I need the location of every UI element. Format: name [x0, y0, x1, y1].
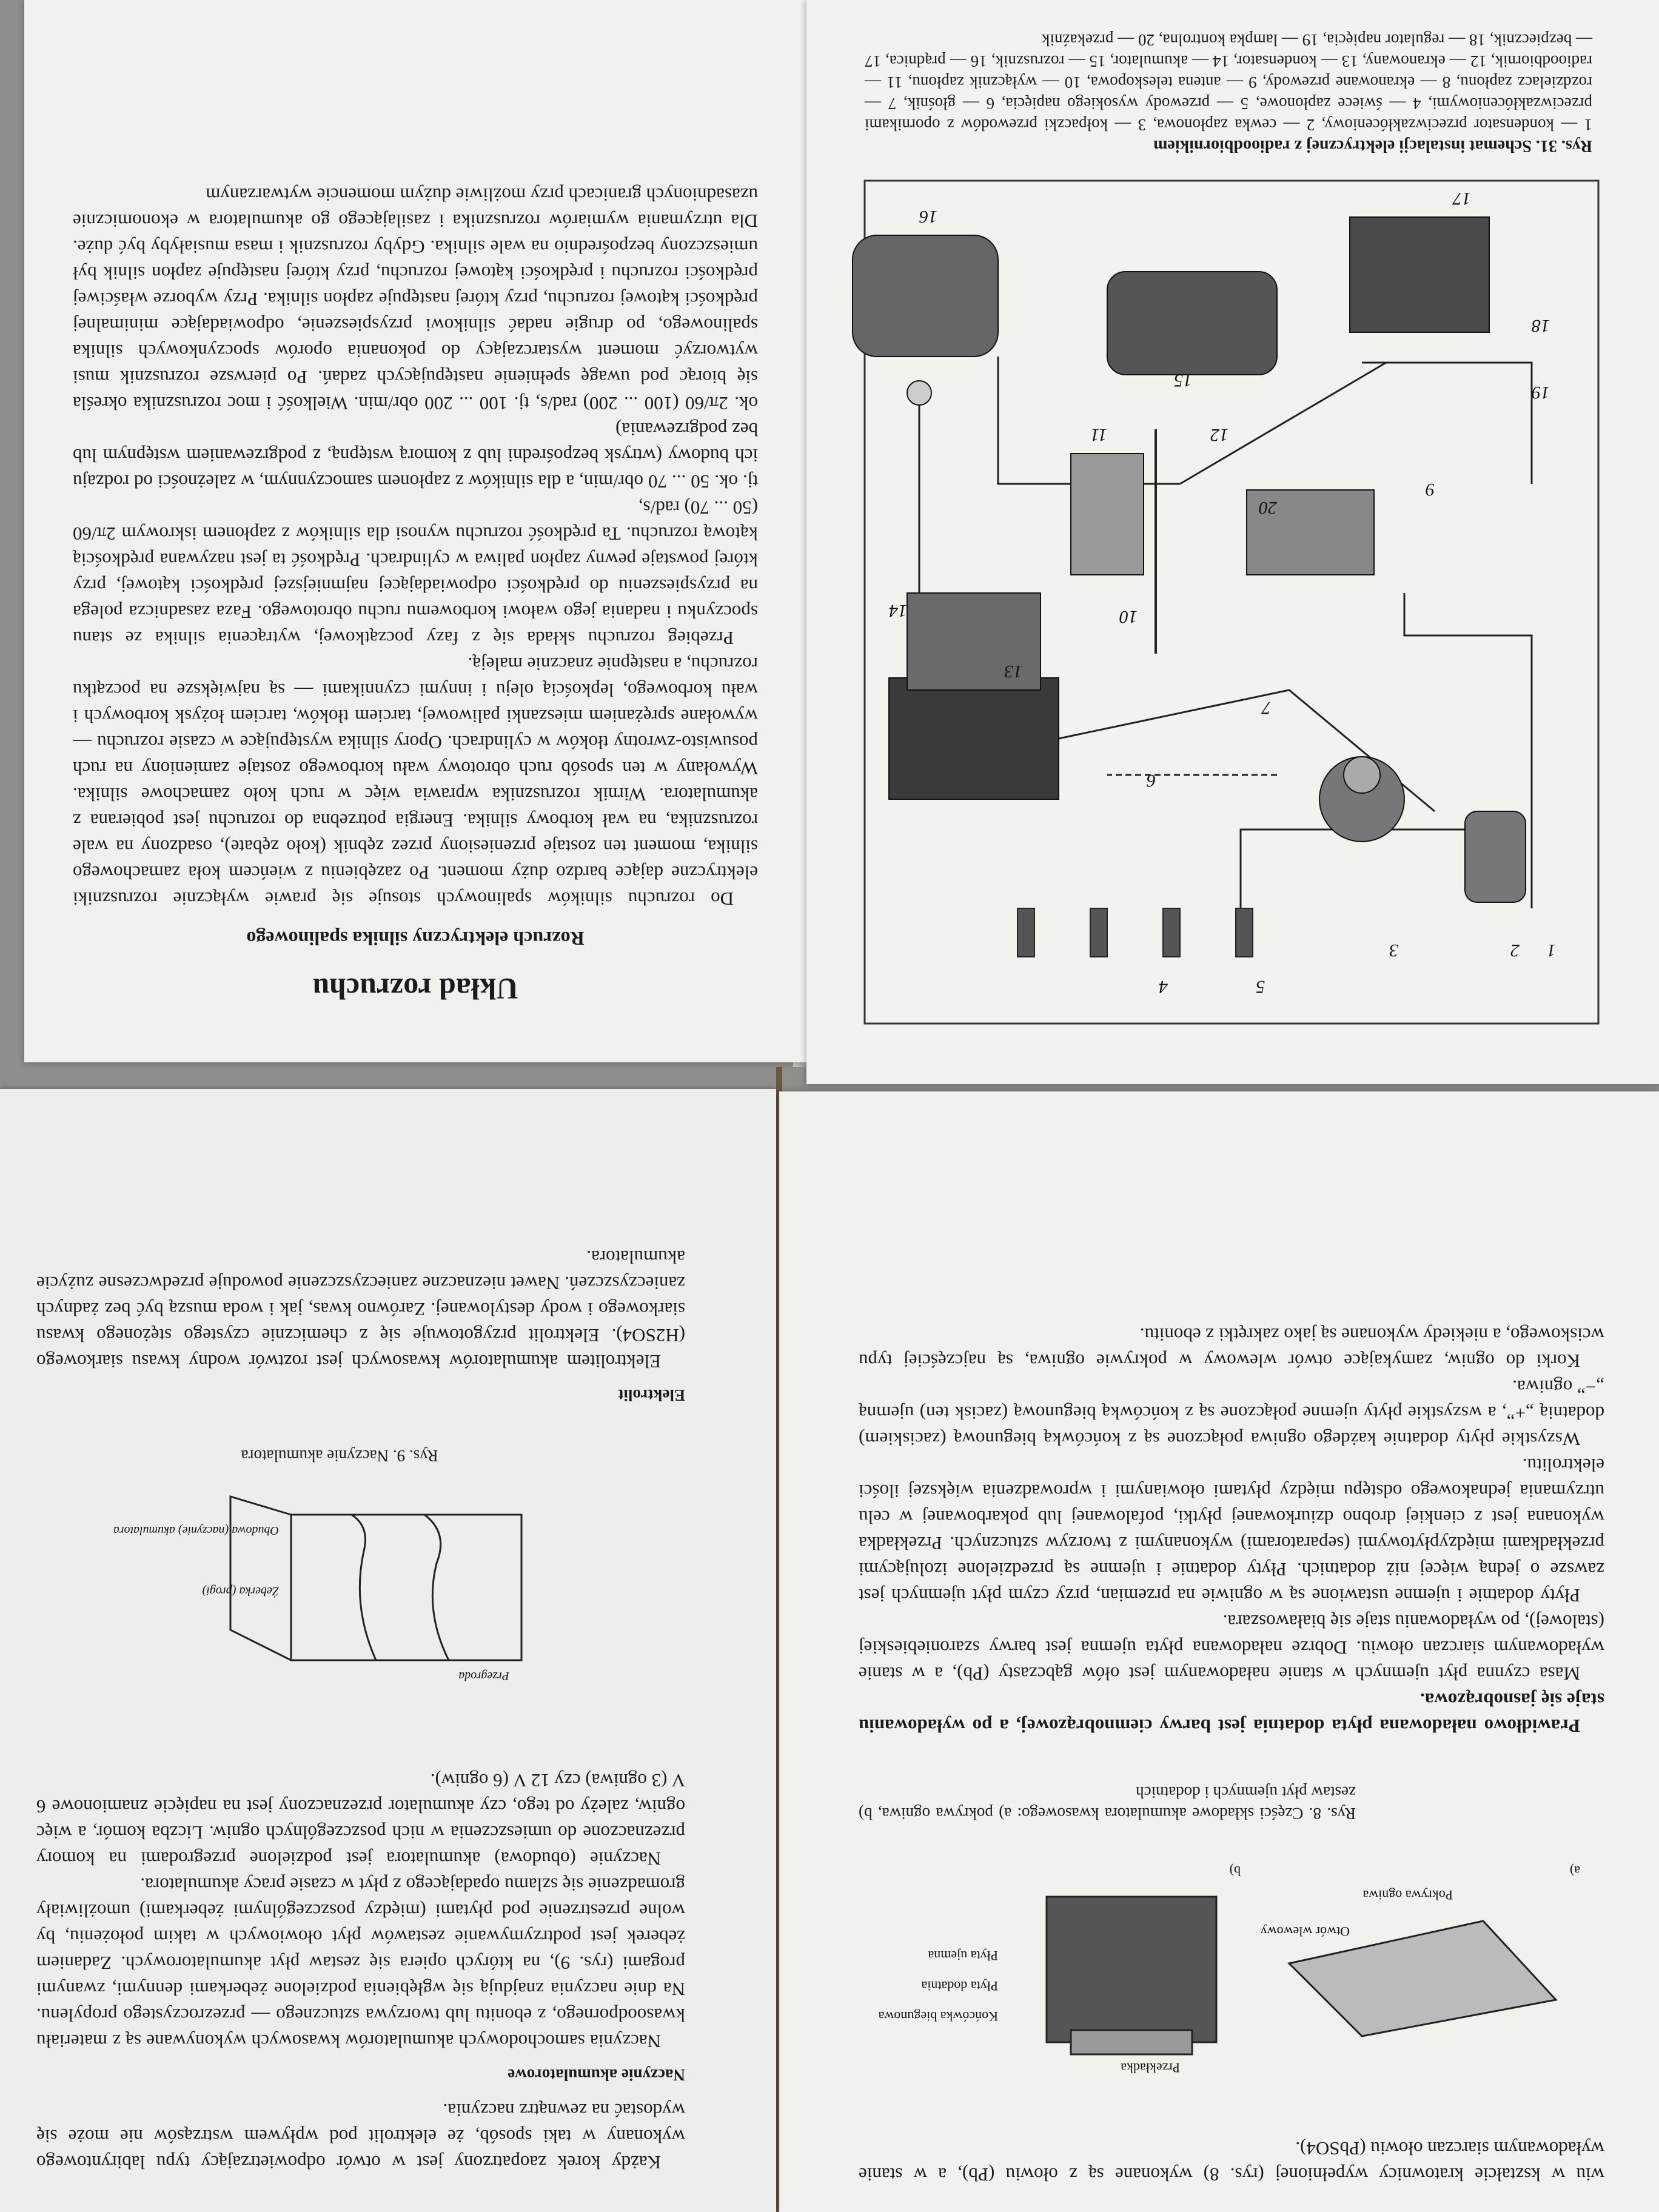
diagram-label: 10 [1119, 607, 1138, 627]
page-top-left [24, 0, 806, 1062]
paragraph: Do rozruchu silników spalinowych stosuje się prawie wyłącznie rozruszniki elektryczne dające bardzo duży moment. Po zazębieniu z wieńcem koła zamachowego silnika, moment ten zostaje przeniesiony przez zębnik (koło zębate), osadzony na wale rozrusznika, na wał korbowy silnika. Energia potrzebna do rozruchu jest pobierana z akumulatora. Wirnik rozrusznika wprawia więc w ruch koło zamachowe silnika. Wywołany w ten sposób ruch obrotowy wału korbowego zostaje zamieniony na ruch posuwisto-zwrotny tłoków w cylindrach. Opory silnika występujące w czasie rozruchu — wywołane sprężaniem mieszanki paliwowej, tarciem tłoków, tarciem łożysk korbowych i wału korbowego, lepkością oleju i innymi czynnikami — są największe na początku rozruchu, a następnie znacznie maleją. [73, 654, 758, 910]
diagram-label: 18 [1532, 316, 1550, 336]
caption-text: Rys. 8. Części składowe akumulatora kwasowego: a) pokrywa ogniwa, b) zestaw płyt ujemnych i dodatnich [859, 1783, 1356, 1823]
page-top-right [806, 0, 1659, 1084]
battery-case-figure [113, 1478, 546, 1684]
diagram-label: 9 [1426, 480, 1435, 500]
section-heading: Rozruch elektryczny silnika spalinowego [246, 928, 585, 950]
paragraph: Korki do ogniw, zamykające otwór wlewowy w pokrywie ogniwa, są najczęściej typu wciskowego, a niekiedy wykonane są jako zakrętki z ebonitu. [859, 1324, 1604, 1372]
diagram-label: 15 [1174, 370, 1192, 390]
text-block-starting-system [73, 182, 758, 1006]
paragraph: Prawidłowo naładowana płyta dodatnia jest barwy ciemnobrązowej, a po wyładowaniu staje się jasnobrązowa. [859, 1689, 1604, 1737]
wiring-diagram [859, 175, 1604, 1030]
fig-label: Żeberka (progi) [202, 1584, 279, 1598]
caption-text: 1 — kondensator przeciwzakłóceniowy, 2 — cewka zapłonowa, 3 — kołpaczki przewodów z opornikami przeciwzakłóceniowymi, 4 — świece zapłonowe, 5 — przewody wysokiego napięcia, 6 — głośnik, 7 — rozdzielacz zapłonu, 8 — ekranowane przewody, 9 — antena teleskopowa, 10 — wyłącznik zapłonu, 11 — radioodbiornik, 12 — ekranowany, 13 — kondensator, 14 — akumulator, 15 — rozrusznik, 16 — prądnica, 17 — bezpiecznik, 18 — regulator napięcia, 19 — lampka kontrolna, 20 — przekaźnik [865, 31, 1592, 134]
diagram-label: 14 [889, 601, 907, 621]
fig-label: Pokrywa ogniwa [1362, 1888, 1453, 1903]
paragraph: Płyty dodatnie i ujemne ustawione są w ogniwie na przemian, przy czym płyt ujemnych jest zawsze o jedną więcej niż dodatnich. Płyty dodatnie i ujemne są przedzielone izolującymi przekładkami międzypłytowymi (separatorami) wykonanymi z tworzyw sztucznych. Przekładka wykonana jest z cienkiej drobno dziurkowanej płytki, pofalowanej lub pokarbowanej w celu utrzymania jednakowego odstępu między płytami ołowianymi i wprowadzenia większej ilości elektrolitu. [859, 1455, 1604, 1606]
section-heading: Naczynie akumulatorowe [508, 2066, 685, 2084]
paragraph: Przebieg rozruchu składa się z fazy początkowej, wytrącenia silnika ze stanu spoczynku i nadania jego wałowi korbowemu ruchu obrotowego. Faza zasadnicza polega na przyspieszeniu do prędkości odpowiadającej najmniejszej prędkości kątowej, przy której powstaje pewny zapłon paliwa w cylindrach. Prędkość ta jest nazywana prędkością kątową rozruchu. Ta prędkość rozruchu wynosi dla silników z zapłonem iskrowym 2π/60 (50 ... 70) rad/s, [73, 497, 758, 649]
fig-label: Otwór wlewowy [1260, 1924, 1350, 1939]
figure-caption [865, 29, 1592, 156]
text-block-electrolyte [36, 1244, 685, 1418]
fig-label: Przekładka [1121, 2060, 1180, 2076]
diagram-label: 13 [1004, 662, 1022, 682]
fig-label: Przegroda [458, 1669, 509, 1683]
diagram-label: 5 [1256, 977, 1265, 997]
diagram-label: 3 [1389, 940, 1398, 960]
text-block-plates [859, 1322, 1604, 1739]
paragraph: ok. 2π/60 (100 ... 200) rad/s, tj. 100 ... 200 obr/min. Wielkość i moc rozrusznika określa się biorąc pod uwagę spełnienie następujących zadań. Po pierwsze rozrusznik musi wytworzyć moment wystarczający do pokonania oporów spoczynkowych silnika spalinowego, po drugie nadać silnikowi przyspieszenie, odpowiadające minimalnej prędkości kątowej rozruchu, przy której następuje zapłon silnika. Przy wyborze właściwej prędkości rozruchu i prędkości kątowej rozruchu, przy której następuje zapłon silnik był umieszczony bezpośrednio na wale silnika. Gdyby rozrusznik i masa musiałyby być duże. Dla utrzymania wymiarów rozrusznika i zasilającego go akumulatora w ekonomicznie uzasadnionych granicach przy możliwie dużym momencie wytwarzanym [73, 184, 758, 414]
fig-label: Płyta dodatnia [921, 1979, 998, 1994]
paragraph: Masa czynna płyt ujemnych w stanie naładowanym jest ołów gąbczasty (Pb), a w stanie wyładowanym siarczan ołowiu. Dobrze naładowana płyta ujemna jest barwy szaroniebieskiej (stalowej), po wyładowaniu staje się białawoszara. [859, 1611, 1604, 1684]
diagram-label: 2 [1510, 940, 1520, 960]
diagram-label: 19 [1532, 383, 1550, 403]
caption-title: Rys. 31. Schemat instalacji elektrycznej z radioodbiornikiem [1153, 136, 1592, 155]
fig-label: b) [1229, 1863, 1241, 1879]
paragraph: Naczynia samochodowych akumulatorów kwasowych wykonywane są z materiału kwasoodpornego, z ebonitu lub tworzywa sztucznego — przezroczystego propylenu. Na dnie naczynia znajdują się wgłębienia podzielone żeberkami dennymi, zwanymi progami (rys. 9), na których opiera się zestaw płyt akumulatorowych. Zadaniem żeberek jest podtrzymywanie zestawów płyt ołowiowych w takim położeniu, by wolne przestrzenie pod płytami (między poszczególnymi żeberkami) umożliwiały gromadzenie się szlamu opadającego z płyt w czasie pracy akumulatora. [36, 1874, 685, 2052]
diagram-label: 12 [1210, 425, 1228, 445]
paragraph: Wszystkie płyty dodatnie każdego ogniwa połączone są z końcówką biegunową (zaciskiem) dodatnią „+”, a wszystkie płyty ujemne połączone są z końcówką biegunową (zacisk ten) ujemną „−” ogniwa. [859, 1376, 1604, 1450]
diagram-label: 11 [1090, 425, 1107, 445]
figure-caption [158, 1445, 521, 1466]
page-title: Układ rozruchu [312, 972, 518, 1006]
diagram-label: 16 [919, 207, 937, 227]
paragraph: Elektrolitem akumulatorów kwasowych jest roztwór wodny kwasu siarkowego (H2SO4). Elektrolit przygotowuje się z chemicznie czystego stężonego kwasu siarkowego i wody destylowanej. Zarówno kwas, jak i woda muszą być bez żadnych zanieczyszczeń. Nawet nieznaczne zanieczyszczenie powoduje przedwczesne zużycie akumulatora. [36, 1247, 685, 1372]
fig-label: Płyta ujemna [928, 1948, 998, 1963]
caption-text: Rys. 9. Naczynie akumulatora [241, 1447, 438, 1465]
diagram-label: 7 [1262, 698, 1271, 718]
diagram-label: 1 [1547, 940, 1556, 960]
battery-parts-figure [859, 1848, 1604, 2085]
section-heading: Elektrolit [618, 1386, 685, 1404]
figure-caption [859, 1781, 1356, 1824]
paragraph: Naczynie (obudowa) akumulatora jest podzielone przegrodami na komory przeznaczone do umieszczenia w nich poszczególnych ogniw. Liczba komór, a więc ogniw, zależy od tego, czy akumulator przeznaczony jest na napięcie znamionowe 6 V (3 ogniwa) czy 12 V (6 ogniw). [36, 1770, 685, 1869]
paragraph: Każdy korek zaopatrzony jest w otwór odpowietrzający typu labiryntowego wykonany w taki sposób, że elektrolit pod wpływem wstrząsów nie może się wydostać na zewnątrz naczynia. [36, 2100, 685, 2173]
diagram-label: 4 [1159, 977, 1168, 997]
paragraph: wiu w kształcie kratownicy wypełnionej (rys. 8) wykonane są z ołowiu (Pb), a w stanie wyładowanym siarczan ołowiu (PbSO4). [859, 2138, 1604, 2185]
diagram-label: 17 [1453, 189, 1471, 209]
fig-label: Końcówka biegunowa [878, 2009, 998, 2024]
diagram-label: 6 [1147, 771, 1156, 791]
diagram-label: 20 [1259, 498, 1277, 518]
fig-label: Obudowa (naczynie) akumulatora [113, 1524, 279, 1537]
text-block-intro [859, 2136, 1604, 2188]
page-bottom-left [0, 1089, 776, 2212]
text-block-container [36, 1768, 685, 2176]
page-bottom-right [779, 1091, 1659, 2212]
fig-label: a) [1569, 1863, 1580, 1879]
paragraph: tj. ok. 50 ... 70 obr/min, a dla silników z zapłonem samoczynnym, w zależności od rodzaju ich budowy (wtrysk bezpośredni lub z komorą wstępną, z podgrzewaniem wstępnym lub bez podgrzewania) [73, 419, 758, 492]
